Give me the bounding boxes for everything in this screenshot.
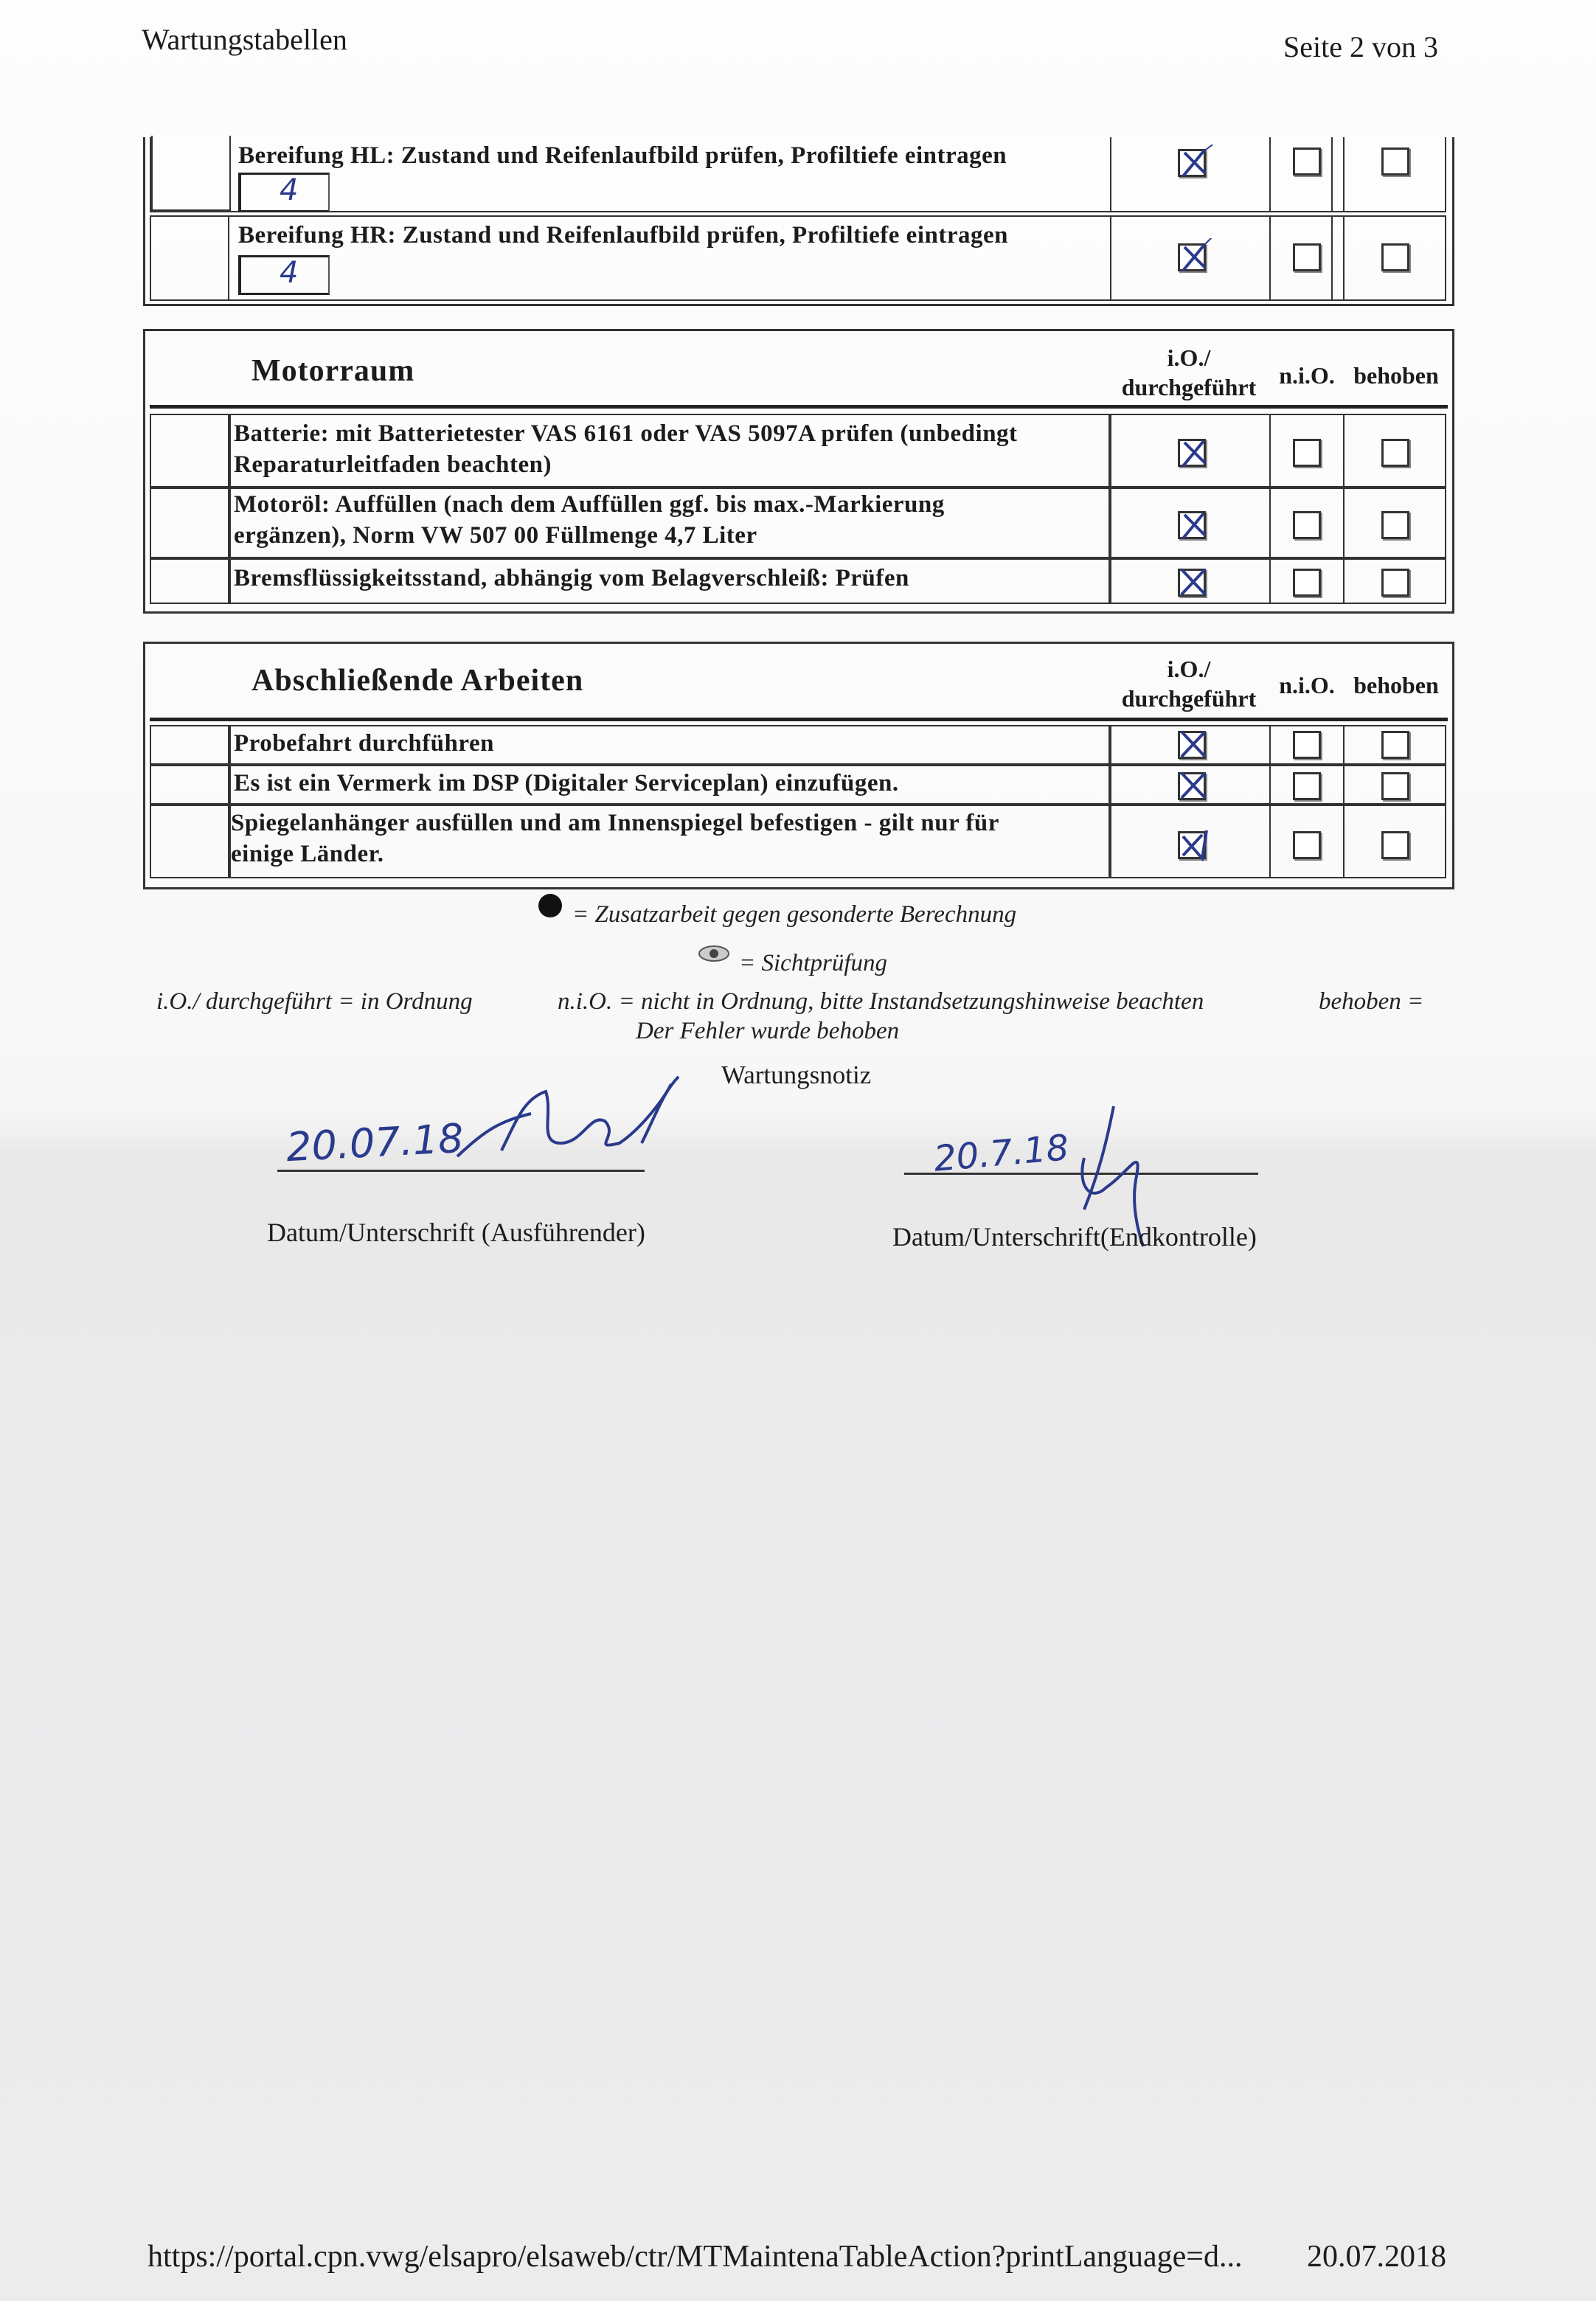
checkbox-nio[interactable] xyxy=(1293,831,1321,859)
legend-behoben-text: Der Fehler wurde behoben xyxy=(636,1018,900,1044)
column-behoben-header: behoben xyxy=(1353,672,1439,698)
footer-date: 20.07.2018 xyxy=(1307,2240,1446,2274)
checkbox-io-checked[interactable] xyxy=(1178,569,1206,597)
row-text: Bremsflüssigkeitsstand, abhängig vom Belagverschleiß: Prüfen xyxy=(234,565,909,591)
signature-label-right: Datum/Unterschrift(Endkontrolle) xyxy=(892,1222,1257,1252)
row-text: Spiegelanhänger ausfüllen und am Innenspiegel befestigen - gilt nur für einige Länder. xyxy=(231,810,999,867)
checkbox-nio[interactable] xyxy=(1293,731,1321,759)
checkbox-io-checked[interactable] xyxy=(1178,439,1206,467)
motorraum-section xyxy=(143,329,1454,614)
column-nio-header: n.i.O. xyxy=(1279,362,1335,389)
legend-behoben: behoben = xyxy=(1319,988,1424,1015)
checkbox-nio[interactable] xyxy=(1293,439,1321,467)
checkbox-nio[interactable] xyxy=(1293,148,1321,176)
checkbox-nio[interactable] xyxy=(1293,511,1321,539)
row-text: Motoröl: Auffüllen (nach dem Auffüllen ggf. bis max.-Markierung ergänzen), Norm VW 507 00 Füllmenge 4,7 Liter xyxy=(234,491,945,549)
checkbox-behoben[interactable] xyxy=(1381,772,1409,800)
eye-icon xyxy=(696,944,732,963)
row-text: Probefahrt durchführen xyxy=(234,730,494,757)
signature-date-left: 20.07.18 xyxy=(285,1114,465,1171)
checkbox-io-checked[interactable] xyxy=(1178,772,1206,800)
notes-heading: Wartungsnotiz xyxy=(721,1061,872,1089)
profile-depth-value: 4 xyxy=(280,173,299,207)
checkbox-io-checked[interactable] xyxy=(1178,731,1206,759)
checkbox-io-checked[interactable] xyxy=(1178,243,1206,271)
signature-date-right: 20.7.18 xyxy=(931,1127,1071,1180)
column-behoben-header: behoben xyxy=(1353,362,1439,389)
tires-section xyxy=(143,137,1454,306)
legend-zusatz: = Zusatzarbeit gegen gesonderte Berechnung xyxy=(572,901,1017,928)
row-text: Batterie: mit Batterietester VAS 6161 oder VAS 5097A prüfen (unbedingt Reparaturleitfaden beachten) xyxy=(234,420,1018,478)
dot-icon xyxy=(538,894,562,917)
footer-url[interactable]: https://portal.cpn.vwg/elsapro/elsaweb/ctr/MTMaintenaTableAction?printLanguage=d... xyxy=(148,2240,1243,2274)
abschluss-section xyxy=(143,642,1454,889)
row-text: Es ist ein Vermerk im DSP (Digitaler Serviceplan) einzufügen. xyxy=(234,770,899,796)
checkbox-io-checked[interactable] xyxy=(1178,511,1206,539)
row-text: Bereifung HL: Zustand und Reifenlaufbild prüfen, Profiltiefe eintragen xyxy=(238,142,1007,169)
signature-label-left: Datum/Unterschrift (Ausführender) xyxy=(267,1218,645,1247)
legend-io: i.O./ durchgeführt = in Ordnung xyxy=(156,988,473,1015)
column-io-header: i.O./ durchgeführt xyxy=(1121,344,1257,400)
section-title: Abschließende Arbeiten xyxy=(251,664,584,698)
legend-nio: n.i.O. = nicht in Ordnung, bitte Instandsetzungshinweise beachten xyxy=(558,988,1204,1015)
checkbox-behoben[interactable] xyxy=(1381,243,1409,271)
header-title: Wartungstabellen xyxy=(142,23,347,56)
row-text: Bereifung HR: Zustand und Reifenlaufbild prüfen, Profiltiefe eintragen xyxy=(238,222,1008,249)
checkbox-behoben[interactable] xyxy=(1381,148,1409,176)
legend-sicht: = Sichtprüfung xyxy=(739,950,888,976)
checkbox-nio[interactable] xyxy=(1293,772,1321,800)
checkbox-nio[interactable] xyxy=(1293,243,1321,271)
checkbox-behoben[interactable] xyxy=(1381,569,1409,597)
checkbox-io-checked[interactable] xyxy=(1178,831,1206,859)
page-number: Seite 2 von 3 xyxy=(1283,30,1438,63)
signature-left xyxy=(443,1069,686,1180)
checkbox-behoben[interactable] xyxy=(1381,511,1409,539)
column-nio-header: n.i.O. xyxy=(1279,672,1335,698)
section-title: Motorraum xyxy=(251,354,415,388)
profile-depth-value: 4 xyxy=(280,256,299,290)
checkbox-behoben[interactable] xyxy=(1381,439,1409,467)
checkbox-behoben[interactable] xyxy=(1381,831,1409,859)
checkbox-nio[interactable] xyxy=(1293,569,1321,597)
checkbox-io-checked[interactable] xyxy=(1178,149,1206,177)
profile-depth-field xyxy=(238,173,330,212)
checkbox-behoben[interactable] xyxy=(1381,731,1409,759)
column-io-header: i.O./ durchgeführt xyxy=(1121,656,1257,712)
profile-depth-field xyxy=(238,255,330,295)
